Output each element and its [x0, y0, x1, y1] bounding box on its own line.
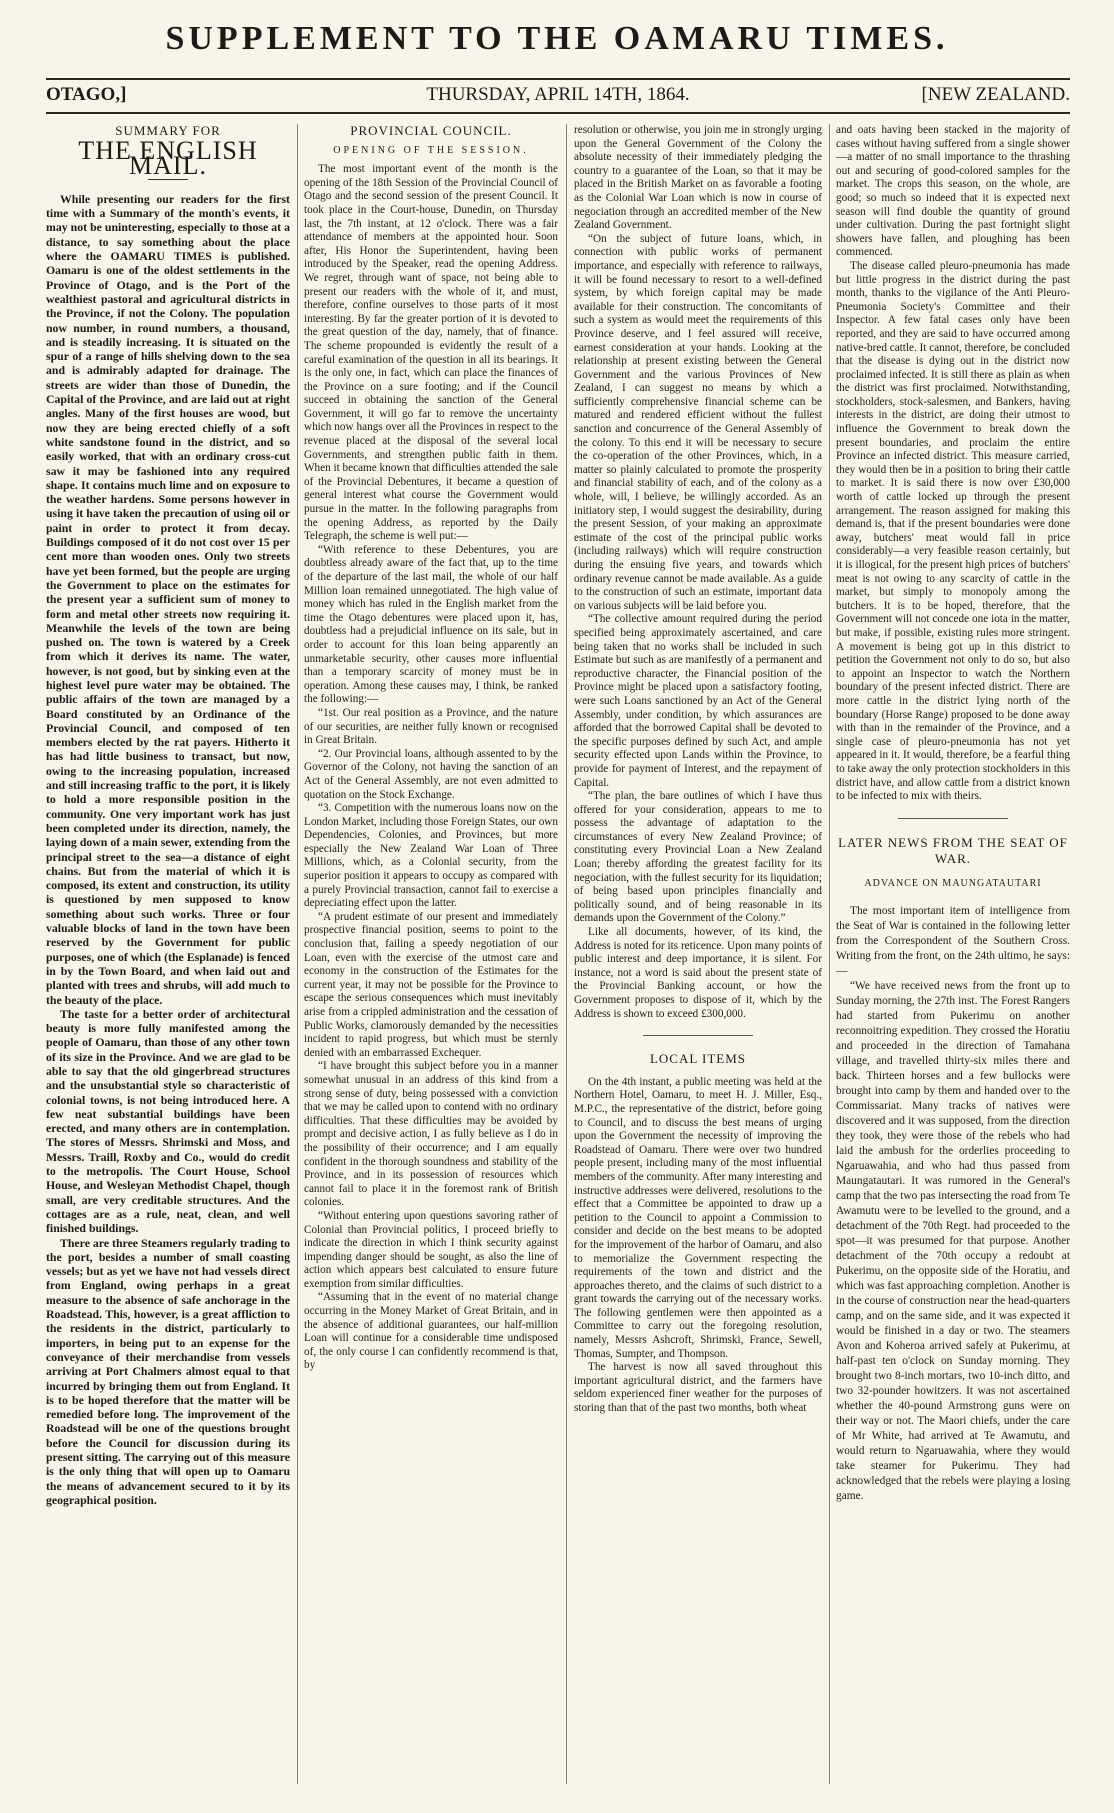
- article-paragraph: Like all documents, however, of its kind, the Address is noted for its reticence. Upon many points of public interest and deep importance, it is silent. For instance, not a word is said about the present state of the Provincial Banking account, or how the Government proposes to dispose of it, which by the Address is shown to exceed £300,000.: [574, 926, 822, 1020]
- article-paragraph: “2. Our Provincial loans, although assented to by the Governor of the Colony, not having the sanction of an Act of the General Assembly, are not even admitted to quotation on the Stock Exchange.: [304, 747, 558, 801]
- article-paragraph: “3. Competition with the numerous loans now on the London Market, including those Foreign States, our own Dependencies, Colonies, and Provinces, but more especially the New Zealand War Loan of Three Millions, which, as a Colonial security, from the superior position it appears to occupy as compared with a purely Provincial transaction, cannot fail to exercise a depreciating effect upon the latter.: [304, 802, 558, 910]
- war-news-subtitle: ADVANCE ON MAUNGATAUTARI: [864, 877, 1042, 889]
- masthead: SUPPLEMENT TO THE OAMARU TIMES.: [165, 20, 949, 57]
- article-paragraph: There are three Steamers regularly trading to the port, besides a number of small coasting vessels; but as yet we have not had vessels direct from England, owing perhaps in a great measure to the absence of safe anchorage in the Roadstead. This, however, is a great affliction to the residents in the district, particularly to importers, in being put to an expense for the conveyance of their merchandise from vessels arriving at Port Chalmers almost equal to that incurred by bringing them out from England. It is to be hoped therefore that the matter will be remedied before long. The improvement of the Roadstead will be one of the questions brought before the Council for discussion during its present sitting. The carrying out of this measure is the only thing that will open up to Oamaru the means of advancement secured to it by its geographical position.: [46, 1235, 290, 1507]
- dateline-right: [NEW ZEALAND.: [921, 84, 1070, 105]
- article-paragraph: “Assuming that in the event of no material change occurring in the Money Market of Great Britain, and in the absence of additional guarantees, our half-million Loan will continue for a considerable time undisposed of, the only course I can confidently recommend is that, by: [304, 1291, 558, 1372]
- article-paragraph: “The plan, the bare outlines of which I have thus offered for your consideration, appears to me to possess the advantage of adaptation to the circumstances of every New Zealand Province; of constituting every Provincial Loan a New Zealand Loan; thereby affording the greatest facility for its negociation, with the fullest security for its liquidation; of being based upon principles financially and politically sound, and of being reasonable in its demands upon the Government of the Colony.”: [574, 790, 822, 925]
- article-paragraph: While presenting our readers for the first time with a Summary of the month's events, it may not be uninteresting, especially to those at a distance, to say something about the place where the OAMARU TIMES is published. Oamaru is one of the oldest settlements in the Province of Otago, and is the Port of the wealthiest pastoral and agricultural districts in the Province, if not the Colony. The population now number, in round numbers, a thousand, and is steadily increasing. It is situated on the spur of a range of hills shelving down to the sea and is admirably adapted for drainage. The streets are wider than those of Dunedin, the Capital of the Province, and are laid out at right angles. Many of the first houses are wood, but now they are being erected chiefly of a soft white sandstone found in the district, and so easily worked, that with an ordinary cross-cut saw it may be fashioned into any required shape. It contains much lime and on exposure to the weather hardens. Some persons however in using it have taken the precaution of using oil or paint in order to protect it from decay. Buildings composed of it do not cost over 15 per cent more than wooden ones. Only two streets have yet been formed, but the people are urging the Government to place on the estimates for the present year a sufficient sum of money to form and metal other streets now requiring it. Meanwhile the levels of the town are being pushed on. The town is watered by a Creek from which it derives its name. The water, however, is not good, but by sinking even at the highest level pure water may be obtained. The public affairs of the town are managed by a Board constituted by an Ordinance of the Provincial Council, and composed of ten members elected by the rat payers. Hitherto it has had little business to transact, but now, owing to the increasing population, increased and still increasing traffic to the port, it is likely to hold a more responsible position in the community. One very important work has just been completed under its direction, namely, the laying down of a main sewer, extending from the principal street to the sea—a distance of eight chains. But from the material of which it is composed, its extent and construction, its utility is questioned by men supposed to know something about such works. Three or four valuable blocks of land in the town have been reserved by the Government for public purposes, one of which (the Esplanade) is fenced in by the Town Board, and when laid out and planted with trees and shrubs, will add much to the beauty of the place.: [46, 191, 290, 1007]
- column-war-news: [836, 124, 1070, 1784]
- article-paragraph: The disease called pleuro-pneumonia has made but little progress in the district during the past month, thanks to the vigilance of the Anti Pleuro-Pneumonia Society's Committee and their Inspector. A few fatal cases only have been reported, and they are said to have occurred among native-bred cattle. It cannot, therefore, be concluded that the disease is dying out in the district now proclaimed infected. It is still there as plain as when the district was first proclaimed. Notwithstanding, stockholders, stock-salesmen, and Bankers, having interests in the district, are doing their utmost to influence the Government to break down the present boundaries, and proclaim the entire Province an infected district. This measure carried, they would then be in a position to bring their cattle to market. It is said there is now over £30,000 worth of cattle locked up through the present arrangement. The reason assigned for making this demand is, that if the present boundaries were done away, butchers' meat would fall in price considerably—a very feasible reason certainly, but it is illogical, for the present high prices of butchers' meat is not owing to any scarcity of cattle in the market, but simply to monopoly among the butchers. It is to be hoped, therefore, that the Government will not concede one iota in the matter, but make, if possible, existing rules more stringent. A movement is being got up in this district to petition the Government not only to do so, but also to appoint an Inspector to watch the Northern boundary of the present infected district. There are more cattle in the district lying north of the boundary (Horse Range) proposed to be done away with than in the remainder of the Province, and a single case of pleuro-pneumonia has not yet appeared in it. It would, therefore, be a fearful thing to take away the only protection stockholders in this district have, and allow cattle from a district known to be infected to mix with theirs.: [836, 259, 1070, 803]
- article-paragraph: “I have brought this subject before you in a manner somewhat unusual in an address of this kind from a strong sense of duty, being possessed with a conviction that we may be called upon to contend with no ordinary difficulties. That these difficulties may be avoided by prompt and decisive action, I as fully believe as I do in the possibility of their occurrence; and I am equally confident in the thorough soundness and stability of the Province, and in its possession of resources which cannot fail to place it in the foremost rank of British colonies.: [304, 1060, 558, 1209]
- column-summary: [46, 124, 290, 1784]
- summary-title: THE ENGLISH MAIL.: [78, 136, 258, 180]
- article-paragraph: “We have received news from the front up to Sunday morning, the 27th inst. The Forest Rangers had started from Pukerimu on another reconnoitring expedition. They crossed the Horatiu and proceeded in the direction of Tamahana village, and travelled thirty-six miles there and back. Thirteen horses and a few bullocks were brought into camp by them and handed over to the Commissariat. Many tracks of natives were discovered and it was supposed, from the direction they took, they were those of the rebels who had laid the ambush for the orderlies proceeding to Ngaruawahia, and who had thus passed from Maungatautari. It was rumored in the General's camp that the two pas intersecting the road from Te Awamutu were to be levelled to the ground, and a detachment of the 70th Regt. had proceeded to the spot—it was presumed for that purpose. Another detachment of the 70th occupy a redoubt at Pukerimu, on the opposite side of the Horatiu, and which was fast approaching completion. Another is in the course of construction near the head-quarters camp, and on the same side, and it was expected it would be finished in a day or two. The steamers Avon and Koheroa arrived safely at Pukerimu, at half-past ten o'clock on Sunday morning. They brought two 8-inch mortars, two 10-inch ditto, and two 32-pounder howitzers. It was not ascertained whether the 40-pound Armstrong guns were on their way or not. The Maori chiefs, under the care of Mr White, had arrived at Te Awamutu, and would return to Ngaruawahia, where they would take steamer for Pukerimu. They had acknowledged that the rebels were playing a losing game.: [836, 980, 1070, 1503]
- masthead-rule: [46, 78, 1070, 80]
- article-paragraph: “A prudent estimate of our present and immediately prospective financial position, seems to point to the conclusion that, failing a speedy negotiation of our Loan, even with the exercise of the utmost care and economy in the construction of the Estimates for the current year, it may not be possible for the Province to escape the serious consequences which must inevitably arise from a crippled administration and the cessation of Public Works, clamorously demanded by the necessities incident to rapid progress, but which must be sternly denied with an embarrassed Exchequer.: [304, 910, 558, 1059]
- article-paragraph: “Without entering upon questions savoring rather of Colonial than Provincial politics, I proceed briefly to indicate the direction in which I think security against impending danger should be sought, as also the line of action which appears best calculated to ensure future exemption from similar difficulties.: [304, 1209, 558, 1290]
- column-council-continued: [574, 124, 822, 1784]
- council-subtitle: OPENING OF THE SESSION.: [333, 144, 529, 156]
- column-divider: [829, 124, 830, 1784]
- article-paragraph: The harvest is now all saved throughout this important agricultural district, and the farmers have seldom experienced finer weather for the purposes of storing than that of the past two months, both wheat: [574, 1361, 822, 1415]
- column-council: [304, 124, 558, 1784]
- column-divider: [566, 124, 567, 1784]
- article-paragraph: and oats having been stacked in the majority of cases without having suffered from a single shower—a matter of no small importance to the thrashing out and securing of good-colored samples for the market. The crops this season, on the whole, are good; so much so indeed that it is expected next season will find double the quantity of ground under cultivation. During the past fortnight slight showers have fallen, and ploughing has been commenced.: [836, 124, 1070, 259]
- article-paragraph: “1st. Our real position as a Province, and the nature of our securities, are neither fully known or recognised in Great Britain.: [304, 706, 558, 747]
- article-paragraph: “On the subject of future loans, which, in connection with public works of permanent importance, and especially with reference to railways, it will be found necessary to resort to a well-defined system, by which foreign capital may be made available for their construction. The concomitants of such a system as would meet the requirements of this Province deserve, and I feel assured will receive, earnest consideration at your hands. Looking at the relationship at present existing between the General Government and the various Provinces of New Zealand, I can suggest no means by which a sufficiently comprehensive financial scheme can be matured and rendered efficient without the fullest sanction and concurrence of the General Assembly of the colony. To this end it will be necessary to secure the co-operation of the other Provinces, which, in a matter so plainly calculated to promote the prosperity and financial stability of each, and of the colony as a whole, will, I believe, be willingly accorded. As an initiatory step, I would suggest the desirability, during the present Session, of your making an approximate estimate of the cost of the principal public works (including railways) which will require construction during the ensuing five years, and towards which ordinary revenue cannot be made available. As a guide to the construction of such an estimate, important data on various subjects will be laid before you.: [574, 232, 822, 612]
- article-paragraph: “The collective amount required during the period specified being approximately ascertained, and care being taken that no works shall be included in such Estimate but such as are manifestly of a permanent and reproductive character, the Financial position of the Province might be placed upon a satisfactory footing, were such Loans sanctioned by an Act of the General Assembly, under condition, by which assurances are afforded that the borrowed Capital shall be devoted to the specific purposes defined by such Act, and ample security effected upon Lands within the Province, to provide for payment of Interest, and the repayment of Capital.: [574, 613, 822, 789]
- section-rule: [643, 1035, 753, 1036]
- section-rule: [898, 818, 1008, 819]
- summary-kicker: SUMMARY FOR: [115, 124, 221, 138]
- local-items-title: LOCAL ITEMS: [649, 1051, 747, 1067]
- dateline: [46, 84, 1070, 108]
- dateline-left: OTAGO,]: [46, 84, 127, 105]
- council-title: PROVINCIAL COUNCIL.: [350, 124, 512, 138]
- article-paragraph: “With reference to these Debentures, you are doubtless already aware of the fact that, up to the time of the departure of the last mail, the whole of our half Million loan remained unnegotiated. The high value of money which has ruled in the English market from the time the Otago debentures were placed upon it, has, doubtless had a prejudicial influence on its sale, but in order to account for this loan being apparently an unmarketable security, other causes more influential than a temporary scarcity of money must be in operation. Among these causes may, I think, be ranked the following:—: [304, 543, 558, 706]
- column-divider: [297, 124, 298, 1784]
- article-paragraph: The taste for a better order of architectural beauty is more fully manifested among the people of Oamaru, than those of any other town of its size in the Province. And we are glad to be able to say that the old gingerbread structures and the unsubstantial style so characteristic of colonial towns, is not being introduced here. A few neat substantial buildings have been erected, and many others are in contemplation. The stores of Messrs. Shrimski and Moss, and Messrs. Traill, Roxby and Co., would do credit to the metropolis. The Court House, School House, and Wesleyan Methodist Chapel, though small, are very creditable structures. And the cottages are as a rule, neat, clean, and well finished buildings.: [46, 1006, 290, 1236]
- article-paragraph: On the 4th instant, a public meeting was held at the Northern Hotel, Oamaru, to meet H. J. Miller, Esq., M.P.C., the representative of the district, before going to Council, and to discuss the best means of urging upon the Government the necessity of improving the Roadstead of Oamaru. There were over two hundred people present, including many of the most influential members of the community. After many interesting and instructive addresses were delivered, resolutions to the effect that a Committee be appointed to draw up a petition to the Council to appoint a Commission to consider and decide on the best means to be adopted for the improvement of the harbor of Oamaru, and also to memorialize the Government respecting the requirements of the town and district and the approaches thereto, and the claims of such district to a grant towards the carrying out of the necessary works. The following gentlemen were then appointed as a Committee to carry out the foregoing resolution, namely, Messrs Ashcroft, Shrimski, France, Sewell, Thomas, Sumpter, and Thompson.: [574, 1075, 822, 1360]
- war-news-title: LATER NEWS FROM THE SEAT OF WAR.: [838, 834, 1068, 866]
- article-paragraph: resolution or otherwise, you join me in strongly urging upon the General Government of the Colony the absolute necessity of their immediately pledging the country to a guarantee of the Loan, so that it may be placed in the British Market on as favorable a footing as the Colonial War Loan which is now in course of negociation through an accredited member of the New Zealand Government.: [574, 124, 822, 232]
- dateline-rule: [46, 112, 1070, 114]
- dateline-date: THURSDAY, APRIL 14TH, 1864.: [426, 84, 690, 105]
- article-paragraph: The most important event of the month is the opening of the 18th Session of the Provincial Council of Otago and the second session of the present Council. It took place in the Court-house, Dunedin, on Thursday last, the 7th instant, at 12 o'clock. There was a fair attendance of members at the appointed hour. Soon after, His Honor the Superintendent, having been introduced by the Speaker, read the opening Address. We regret, through want of space, not being able to present our readers with the whole of it, and must, therefore, confine ourselves to those parts of it most interesting. By far the greater portion of it is devoted to the great question of the day, namely, that of finance. The scheme propounded is evidently the result of a careful examination of the question in all its bearings. It is the only one, in fact, which can place the finances of the Province on a sure footing; and if the Council succeed in obtaining the sanction of the General Government, it will go far to remove the uncertainty which now hangs over all the Provinces in respect to the revenue placed at the disposal of the several local Governments, and strengthen public faith in them. When it became known that difficulties attended the sale of the Provincial Debentures, it became a question of general interest what course the Government would pursue in the matter. In the following paragraphs from the opening Address, as reported by the Daily Telegraph, the scheme is well put:—: [304, 163, 558, 543]
- article-paragraph: The most important item of intelligence from the Seat of War is contained in the following letter from the Correspondent of the Southern Cross. Writing from the front, on the 24th ultimo, he says:—: [836, 905, 1070, 978]
